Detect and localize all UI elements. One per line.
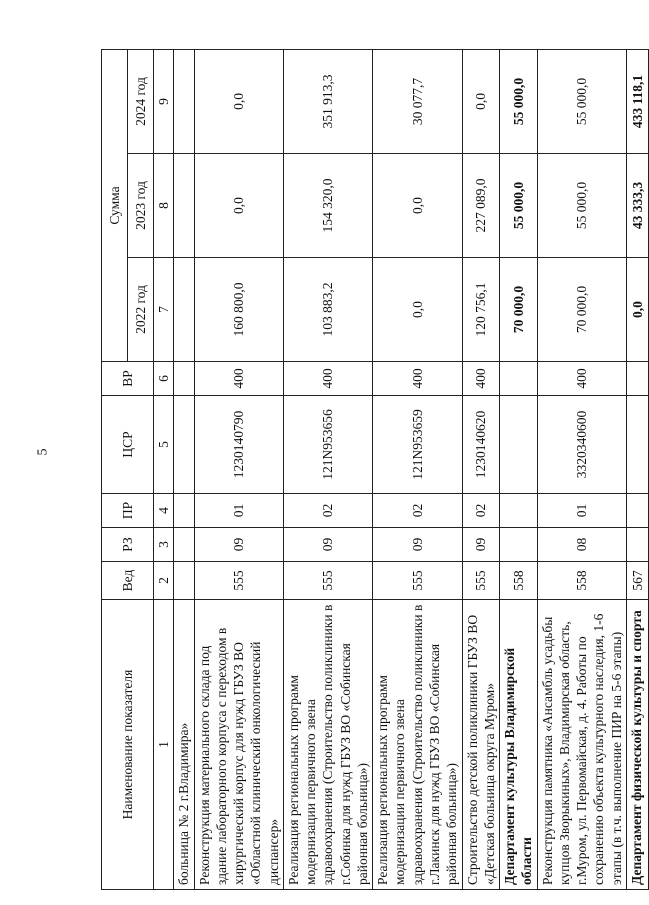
table-row-department [626, 49, 648, 889]
col-number-8: 8 [154, 154, 174, 258]
header-name: Наименование показателя [102, 600, 154, 890]
row-ved [174, 562, 194, 600]
header-pr: ПР [102, 494, 154, 528]
row-2023: 0,0 [373, 154, 462, 258]
row-2022: 0,0 [373, 258, 462, 362]
col-number-6: 6 [154, 362, 174, 396]
row-csr [174, 396, 194, 494]
table-row [373, 49, 462, 889]
table-row [174, 49, 194, 889]
row-name: Реконструкция материального склада под здание лабораторного корпуса с переходом в хирургический корпус для нужд ГБУЗ ВО «Областной клинический онкологический диспансер» [194, 600, 283, 890]
row-pr: 02 [373, 494, 462, 528]
row-2023: 43 333,3 [626, 154, 648, 258]
row-ved: 555 [283, 562, 372, 600]
row-2024: 0,0 [462, 49, 500, 153]
rotated-table-wrapper [101, 50, 645, 890]
row-name: Реализация региональных программ модернизации первичного звена здравоохранения (Строительство поликлиники в г.Собинка для нужд ГБУЗ ВО «Собинская районная больница») [283, 600, 372, 890]
row-pr: 01 [537, 494, 626, 528]
row-csr [500, 396, 538, 494]
row-vr: 400 [373, 362, 462, 396]
row-2023 [174, 154, 194, 258]
row-2024: 30 077,7 [373, 49, 462, 153]
row-csr [626, 396, 648, 494]
row-csr: 1230140620 [462, 396, 500, 494]
header-2024: 2024 год [128, 49, 154, 153]
row-pr [626, 494, 648, 528]
row-2022 [174, 258, 194, 362]
row-name: Реализация региональных программ модернизации первичного звена здравоохранения (Строительство поликлиники в г.Лакинск для нужд ГБУЗ ВО «Собинская районная больница») [373, 600, 462, 890]
row-rz: 08 [537, 528, 626, 562]
row-pr: 02 [283, 494, 372, 528]
budget-table [101, 49, 649, 890]
row-rz [626, 528, 648, 562]
row-name: Департамент культуры Владимирской области [500, 600, 538, 890]
header-2022: 2022 год [128, 258, 154, 362]
row-2022: 70 000,0 [500, 258, 538, 362]
row-rz: 09 [462, 528, 500, 562]
row-csr: 1230140790 [194, 396, 283, 494]
header-2023: 2023 год [128, 154, 154, 258]
row-2024: 55 000,0 [500, 49, 538, 153]
col-number-3: 3 [154, 528, 174, 562]
row-2022: 70 000,0 [537, 258, 626, 362]
row-csr: 121N953659 [373, 396, 462, 494]
col-number-9: 9 [154, 49, 174, 153]
row-2024: 55 000,0 [537, 49, 626, 153]
row-vr [174, 362, 194, 396]
row-vr [626, 362, 648, 396]
row-name: Строительство детской поликлиники ГБУЗ ВО «Детская больница округа Муром» [462, 600, 500, 890]
row-pr [174, 494, 194, 528]
col-number-5: 5 [154, 396, 174, 494]
col-number-2: 2 [154, 562, 174, 600]
header-sum: Сумма [102, 49, 128, 361]
row-name: Реконструкция памятника «Ансамбль усадьбы купцов Зворыкиных», Владимирская область, г.Муром, ул. Первомайская, д. 4. Работы по сохранению объекта культурного наследия, 1-6 этапы (в т.ч. выполнение ПИР на 5-6 этапы) [537, 600, 626, 890]
row-2023: 55 000,0 [500, 154, 538, 258]
row-vr: 400 [283, 362, 372, 396]
row-rz [500, 528, 538, 562]
row-2022: 120 756,1 [462, 258, 500, 362]
col-number-4: 4 [154, 494, 174, 528]
table-row [537, 49, 626, 889]
table-row [194, 49, 283, 889]
row-rz: 09 [283, 528, 372, 562]
row-name: Департамент физической культуры и спорта [626, 600, 648, 890]
row-ved: 558 [500, 562, 538, 600]
row-2023: 0,0 [194, 154, 283, 258]
row-rz: 09 [373, 528, 462, 562]
page-number: 5 [35, 448, 51, 456]
header-csr: ЦСР [102, 396, 154, 494]
col-number-1: 1 [154, 600, 174, 890]
header-vr: ВР [102, 362, 154, 396]
row-csr: 121N953656 [283, 396, 372, 494]
table-row-department [500, 49, 538, 889]
row-ved: 567 [626, 562, 648, 600]
col-number-7: 7 [154, 258, 174, 362]
row-ved: 555 [462, 562, 500, 600]
row-name: больница № 2 г.Владимира» [174, 600, 194, 890]
row-2022: 160 800,0 [194, 258, 283, 362]
table-row [462, 49, 500, 889]
row-2024: 0,0 [194, 49, 283, 153]
row-2024: 351 913,3 [283, 49, 372, 153]
row-rz: 09 [194, 528, 283, 562]
row-ved: 555 [194, 562, 283, 600]
row-2024 [174, 49, 194, 153]
row-vr: 400 [537, 362, 626, 396]
row-rz [174, 528, 194, 562]
row-2024: 433 118,1 [626, 49, 648, 153]
row-vr: 400 [194, 362, 283, 396]
table-row [283, 49, 372, 889]
row-ved: 555 [373, 562, 462, 600]
row-2022: 103 883,2 [283, 258, 372, 362]
row-2023: 55 000,0 [537, 154, 626, 258]
row-pr [500, 494, 538, 528]
header-rz: РЗ [102, 528, 154, 562]
row-vr: 400 [462, 362, 500, 396]
header-ved: Вед [102, 562, 154, 600]
row-2022: 0,0 [626, 258, 648, 362]
column-number-row [154, 49, 174, 889]
row-pr: 02 [462, 494, 500, 528]
row-ved: 558 [537, 562, 626, 600]
row-pr: 01 [194, 494, 283, 528]
row-vr [500, 362, 538, 396]
row-2023: 227 089,0 [462, 154, 500, 258]
row-csr: 3320340600 [537, 396, 626, 494]
row-2023: 154 320,0 [283, 154, 372, 258]
